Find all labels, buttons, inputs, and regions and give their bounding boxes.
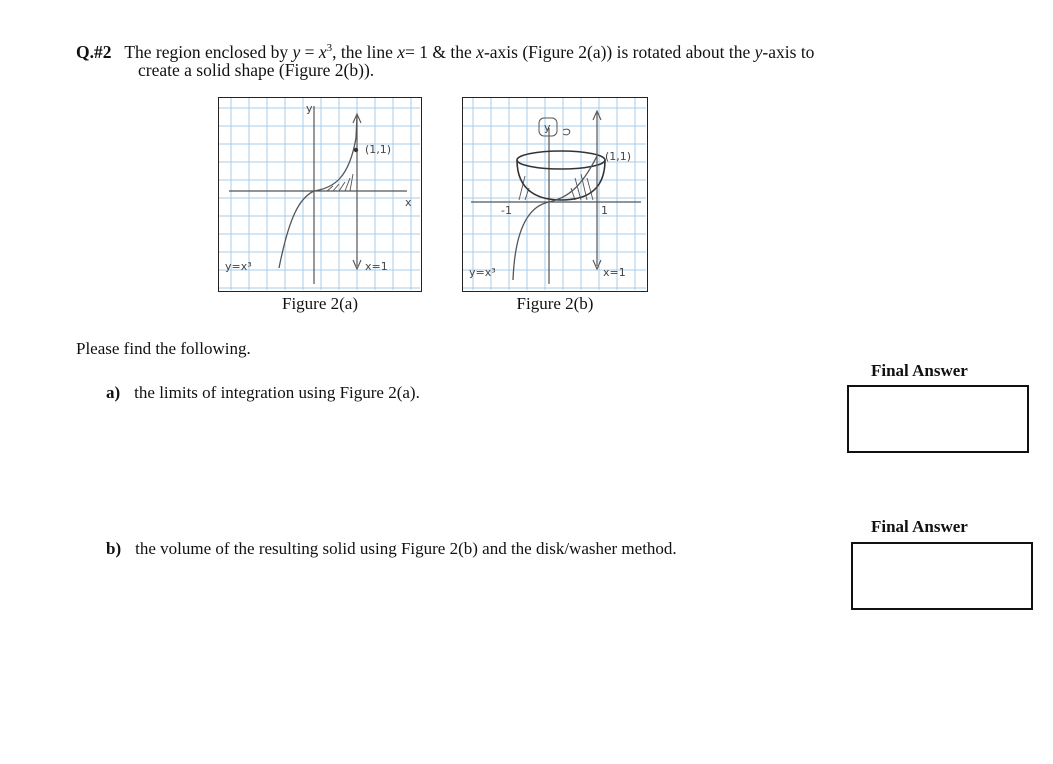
figure-2a-hatching (327, 174, 353, 191)
line-x: x (397, 42, 406, 62)
figure-2a-graph (219, 98, 420, 290)
part-b-text: the volume of the resulting solid using Figure 2(b) and the disk/washer method. (135, 539, 677, 558)
figure-2a-label-line: x=1 (365, 260, 388, 273)
figure-2a-label-curve: y=x³ (225, 260, 252, 273)
question-text-b: , the line (332, 42, 393, 62)
figure-2b (462, 97, 648, 292)
figure-2a-caption: Figure 2(a) (281, 294, 358, 313)
figure-2b-label-neg-one: -1 (501, 204, 512, 217)
figure-2a (218, 97, 422, 292)
part-b (106, 539, 677, 559)
figure-2a-curve (279, 116, 357, 268)
question-text-c: & the (432, 42, 472, 62)
figure-2b-rotation-arrow (563, 129, 570, 135)
prompt-text: Please find the following. (76, 339, 251, 358)
part-a-label: a) (106, 383, 121, 402)
line-eq: = 1 (405, 42, 429, 62)
question-line-2: create a solid shape (Figure 2(b)). (138, 60, 375, 80)
part-b-label: b) (106, 539, 122, 558)
eq-exponent: 3 (326, 42, 333, 54)
part-b-answer-box[interactable] (851, 542, 1033, 610)
figure-2a-label-y: y (306, 102, 313, 115)
axis-y: y (754, 42, 763, 62)
figure-2b-label-point: (1,1) (605, 150, 632, 163)
part-a-answer-box[interactable] (847, 385, 1029, 453)
figure-2b-grid (463, 98, 646, 290)
figure-2b-graph (463, 98, 646, 290)
part-b-answer-heading: Final Answer (871, 517, 968, 536)
figure-2b-label-pos-one: 1 (601, 204, 608, 217)
eq-y: y (292, 42, 301, 62)
eq-equals: = (304, 42, 315, 62)
axis-x: x (476, 42, 484, 62)
part-a-text: the limits of integration using Figure 2(a). (134, 383, 420, 402)
part-a-answer-heading: Final Answer (871, 361, 968, 380)
question-text-a: The region enclosed by (124, 42, 289, 62)
figure-2b-label-curve: y=x³ (469, 266, 496, 279)
figure-2a-point (354, 148, 358, 152)
eq-x: x (318, 42, 327, 62)
figure-2b-caption: Figure 2(b) (516, 294, 594, 313)
figure-2b-label-y: y (544, 121, 551, 134)
question-text-d: -axis (Figure 2(a)) is rotated about the (483, 42, 751, 62)
figure-2a-label-point: (1,1) (365, 143, 392, 156)
part-a (106, 383, 420, 403)
question-text-e: -axis to (762, 42, 815, 62)
figure-2b-label-line: x=1 (603, 266, 626, 279)
question-number: Q.#2 (76, 42, 112, 62)
figure-2a-label-x: x (405, 196, 412, 209)
figure-2b-curve (513, 156, 597, 280)
